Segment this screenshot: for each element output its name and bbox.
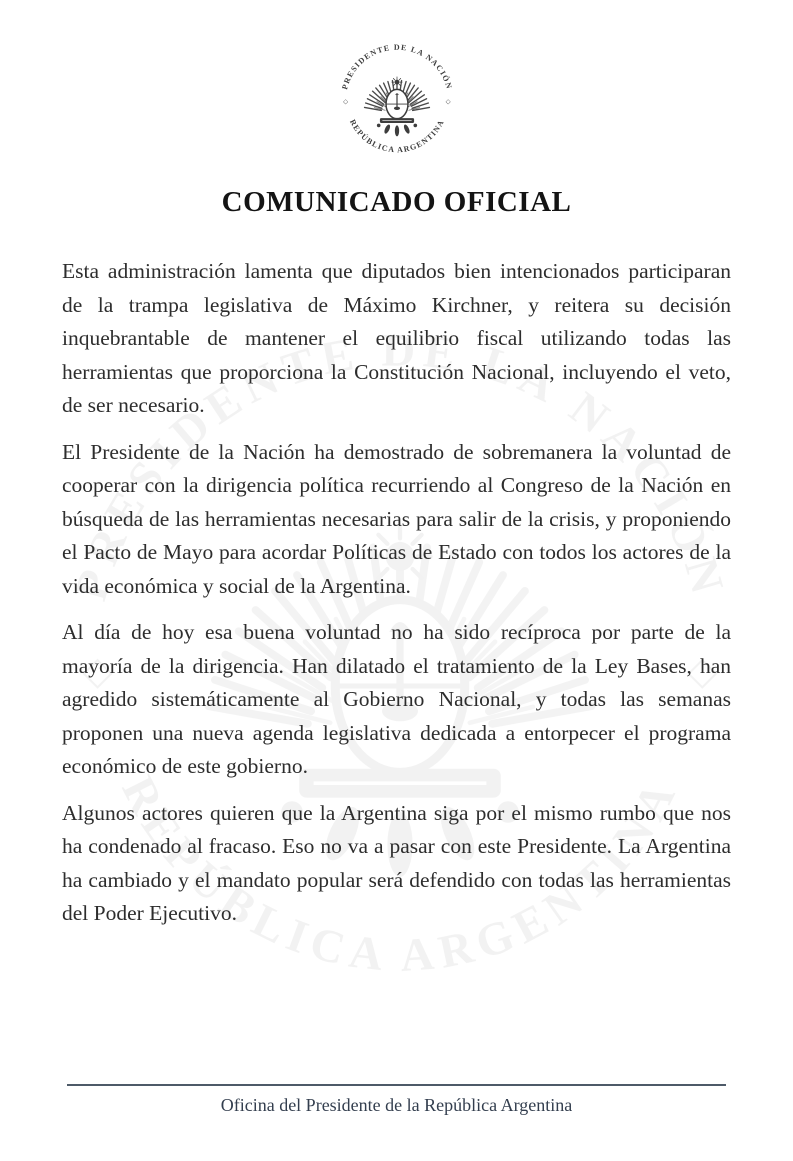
paragraph-4: Algunos actores quieren que la Argentina siga por el mismo rumbo que nos ha condenado al fracaso. Eso no va a pasar con este Presidente. La Argentina ha cambiado y el mandato popular será defendido con todas las herramientas del Poder Ejecutivo.: [62, 800, 731, 925]
presidential-seal: [336, 40, 458, 162]
footer-divider: [67, 1084, 726, 1086]
official-communique-page: [0, 40, 793, 1115]
footer-text: Oficina del Presidente de la República Argentina: [220, 1095, 573, 1115]
page-footer: [67, 1084, 726, 1116]
paragraph-3: Al día de hoy esa buena voluntad no ha sido recíproca por parte de la mayoría de la dirigencia. Han dilatado el tratamiento de la Ley Bases, han agredido sistemáticamente al Gobierno Nacional, y todas las semanas proponen una nueva agenda legislativa dedicada a entorpecer el programa económico de este gobierno.: [62, 620, 731, 778]
page-title: COMUNICADO OFICIAL: [221, 186, 572, 218]
paragraph-2: El Presidente de la Nación ha demostrado de sobremanera la voluntad de cooperar con la dirigencia política recurriendo al Congreso de la Nación en búsqueda de las herramientas necesarias para salir de la crisis, y proponiendo el Pacto de Mayo para acordar Políticas de Estado con todos los actores de la vida económica y social de la Argentina.: [62, 439, 731, 598]
communique-body: [62, 255, 731, 931]
paragraph-1: Esta administración lamenta que diputados bien intencionados participaran de la trampa legislativa de Máximo Kirchner, y reitera su decisión inquebrantable de mantener el equilibrio fiscal utilizando todas las herramientas que proporciona la Constitución Nacional, incluyendo el veto, de ser necesario.: [62, 259, 731, 417]
